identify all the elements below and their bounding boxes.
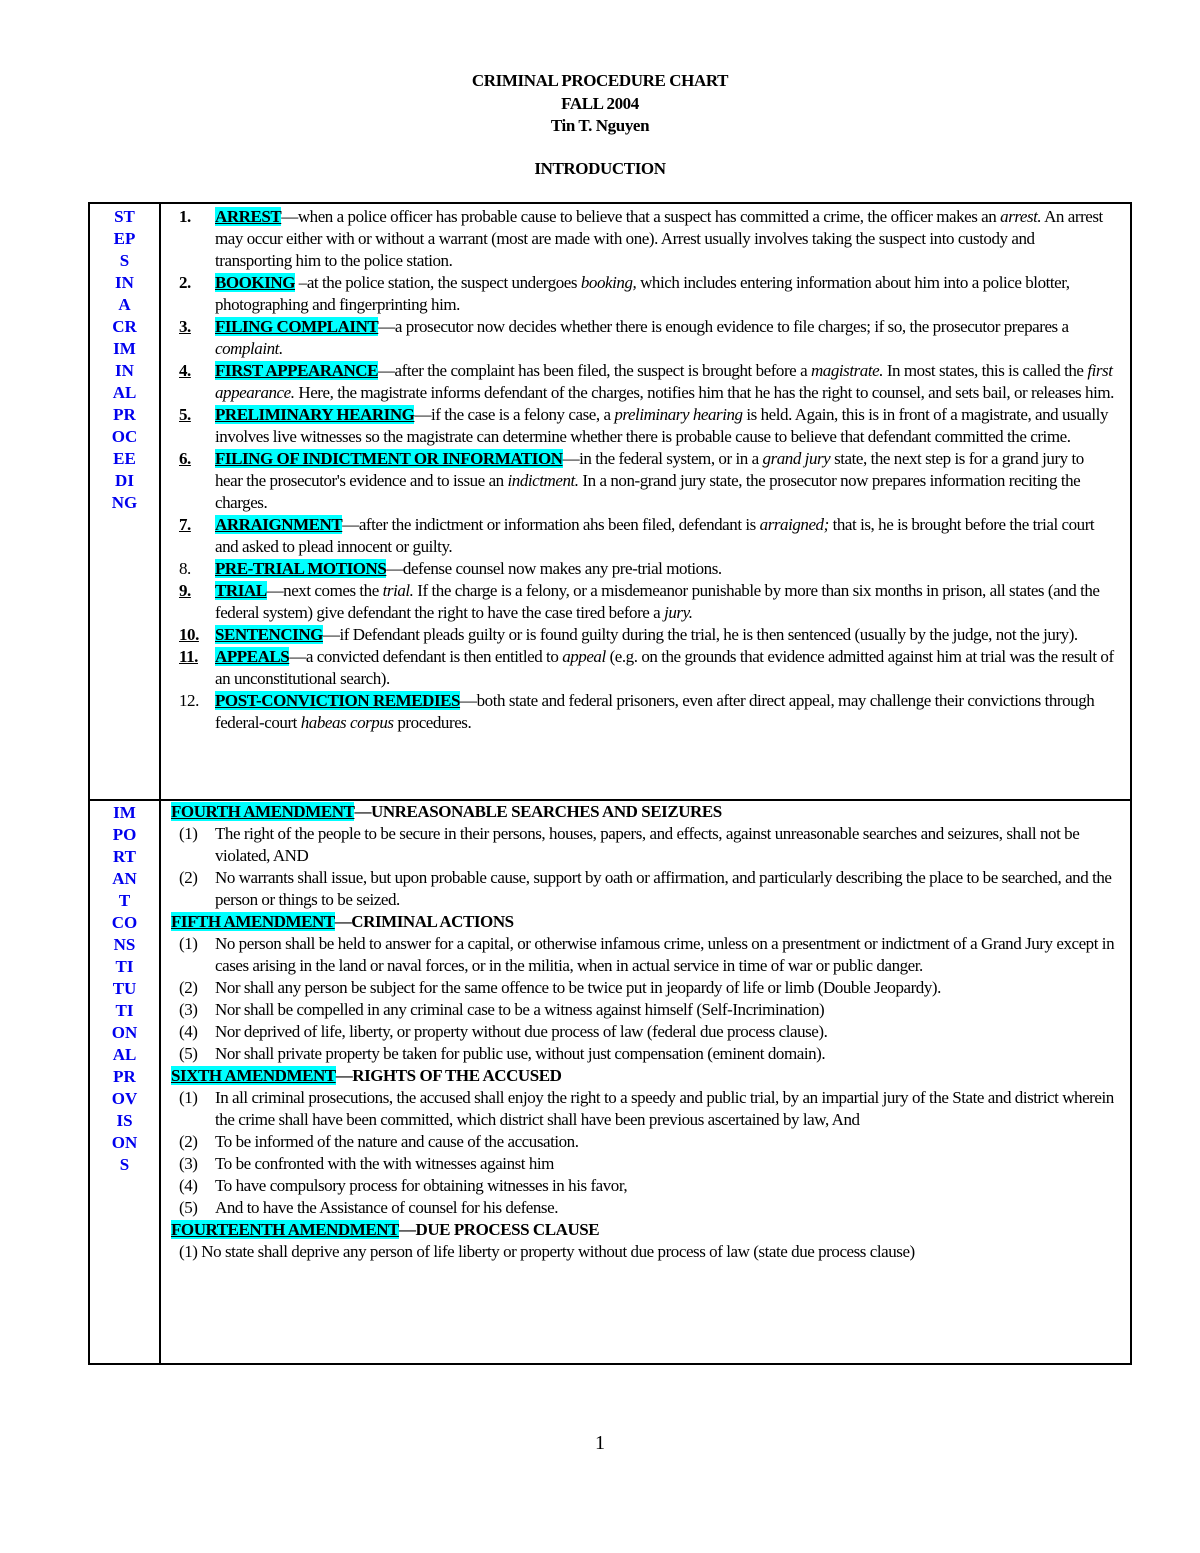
side-label-fragment: TU: [112, 979, 137, 998]
step-text: In most states, this is called the: [883, 361, 1088, 380]
clause-number: (4): [179, 1022, 198, 1041]
step-text: —defense counsel now makes any pre-trial motions.: [386, 559, 722, 578]
side-label-fragment: IS: [116, 1111, 133, 1130]
document-title: CRIMINAL PROCEDURE CHART: [471, 71, 729, 90]
step-text: that is, he is brought before the trial court and asked to plead innocent or guilty.: [215, 515, 1095, 556]
clause-number: (2): [179, 868, 198, 887]
step-heading: PRELIMINARY HEARING: [215, 405, 415, 424]
amendment-subtitle: —CRIMINAL ACTIONS: [334, 912, 514, 931]
amendment-clause: [170, 1131, 1115, 1153]
step-text: preliminary hearing: [614, 405, 743, 424]
side-label-fragment: IN: [115, 361, 134, 380]
side-label-fragment: CR: [112, 317, 137, 336]
side-label-fragment: T: [118, 891, 131, 910]
step-heading: FIRST APPEARANCE: [215, 361, 378, 380]
step-text: (e.g. on the grounds that evidence admitted against him at trial was the result of an unconstitutional search).: [215, 647, 1114, 688]
step-heading: ARRAIGNMENT: [215, 515, 343, 534]
step-number: 5.: [179, 405, 191, 424]
amendment-clause: [170, 1021, 1115, 1043]
procedure-chart-table: [88, 202, 1132, 1365]
step-text: —after the indictment or information ahs been filed, defendant is: [342, 515, 760, 534]
step-number: 6.: [179, 449, 191, 468]
step-text: —a convicted defendant is then entitled to: [289, 647, 563, 666]
step-text: magistrate.: [810, 361, 884, 380]
amendment-clause: [170, 1175, 1115, 1197]
step-number: 10.: [179, 625, 199, 644]
clause-text: (1) No state shall deprive any person of life liberty or property without due process of law (state due process clause): [179, 1242, 915, 1261]
procedure-step: [170, 580, 1115, 624]
step-text: first appearance.: [215, 361, 1113, 402]
amendment-clause: [170, 1241, 1115, 1263]
document-term: FALL 2004: [561, 94, 639, 113]
step-text: Here, the magistrate informs defendant of the charges, notifies him that he has the right to counsel, and sets bail, or releases him.: [294, 383, 1114, 402]
step-number: 4.: [179, 361, 191, 380]
clause-number: (1): [179, 824, 198, 843]
step-text: —if the case is a felony case, a: [414, 405, 615, 424]
step-text: —in the federal system, or in a: [562, 449, 763, 468]
side-label-fragment: AN: [112, 869, 137, 888]
clause-number: (4): [179, 1176, 198, 1195]
side-label-fragment: PR: [113, 1067, 136, 1086]
amendment-clause: [170, 1197, 1115, 1219]
side-label-fragment: AL: [112, 383, 137, 402]
side-label-fragment: RT: [112, 847, 137, 866]
procedure-step: [170, 316, 1115, 360]
step-number: 12.: [179, 691, 199, 710]
step-number: 1.: [179, 207, 191, 226]
step-text: trial.: [382, 581, 414, 600]
amendment-clause: [170, 1043, 1115, 1065]
step-text: jury.: [664, 603, 693, 622]
side-label-fragment: OV: [111, 1089, 138, 1108]
side-label-fragment: A: [118, 295, 131, 314]
procedure-step: [170, 558, 1115, 580]
amendment-title: [171, 1065, 1115, 1087]
step-number: 7.: [179, 515, 191, 534]
amendment-clause: [170, 977, 1115, 999]
steps-side-label: [90, 204, 161, 801]
step-text: which includes entering information about him into a police blotter, photographing and fingerprinting him.: [215, 273, 1070, 314]
amendment-name: FIFTH AMENDMENT: [171, 912, 335, 931]
step-text: arraigned;: [759, 515, 829, 534]
side-label-fragment: TI: [115, 1001, 134, 1020]
step-text: —next comes the: [266, 581, 383, 600]
amendment-subtitle: —DUE PROCESS CLAUSE: [398, 1220, 600, 1239]
step-text: arrest.: [1000, 207, 1042, 226]
step-text: procedures.: [393, 713, 472, 732]
clause-number: (2): [179, 978, 198, 997]
clause-text: No warrants shall issue, but upon probable cause, support by oath or affirmation, and particularly describing the place to be searched, and the person or things to be seized.: [215, 868, 1112, 909]
step-heading: TRIAL: [215, 581, 267, 600]
step-heading: BOOKING: [215, 273, 295, 292]
procedure-step: [170, 690, 1115, 734]
step-heading: POST-CONVICTION REMEDIES: [215, 691, 461, 710]
clause-number: (1): [179, 934, 198, 953]
step-heading: APPEALS: [215, 647, 290, 666]
side-label-fragment: ST: [114, 207, 135, 226]
procedure-step: [170, 624, 1115, 646]
clause-text: And to have the Assistance of counsel for his defense.: [215, 1198, 558, 1217]
clause-text: To be informed of the nature and cause of the accusation.: [215, 1132, 579, 1151]
side-label-fragment: EE: [113, 449, 136, 468]
side-label-fragment: TI: [115, 957, 134, 976]
step-number: 8.: [179, 559, 191, 578]
page-number: 1: [595, 1432, 605, 1454]
amendment-clause: [170, 1153, 1115, 1175]
clause-number: (2): [179, 1132, 198, 1151]
procedure-step: [170, 272, 1115, 316]
step-heading: FILING COMPLAINT: [215, 317, 379, 336]
steps-list: [170, 206, 1115, 734]
clause-number: (5): [179, 1198, 198, 1217]
amendment-name: FOURTH AMENDMENT: [171, 802, 355, 821]
procedure-step: [170, 646, 1115, 690]
step-number: 2.: [179, 273, 191, 292]
step-text: —a prosecutor now decides whether there is enough evidence to file charges; if so, the prosecutor prepares a: [378, 317, 1069, 336]
procedure-step: [170, 206, 1115, 272]
clause-text: To be confronted with the with witnesses against him: [215, 1154, 554, 1173]
side-label-fragment: AL: [112, 1045, 137, 1064]
amendment-name: SIXTH AMENDMENT: [171, 1066, 336, 1085]
side-label-fragment: CO: [111, 913, 138, 932]
amendment-title: [171, 801, 1115, 823]
clause-text: In all criminal prosecutions, the accused shall enjoy the right to a speedy and public trial, by an impartial jury of the State and district wherein the crime shall have been committed, which district shall have been previous ascertained by law, And: [215, 1088, 1114, 1129]
step-number: 3.: [179, 317, 191, 336]
step-text: habeas corpus: [300, 713, 394, 732]
step-heading: SENTENCING: [215, 625, 323, 644]
side-label-fragment: IN: [115, 273, 134, 292]
side-label-fragment: PR: [113, 405, 136, 424]
side-label-fragment: PO: [112, 825, 137, 844]
clause-number: (3): [179, 1000, 198, 1019]
amendment-name: FOURTEENTH AMENDMENT: [171, 1220, 399, 1239]
clause-number: (3): [179, 1154, 198, 1173]
clause-text: No person shall be held to answer for a capital, or otherwise infamous crime, unless on a presentment or indictment of a Grand Jury except in cases arising in the land or naval forces, or in the militia, when in actual service in time of war or public danger.: [215, 934, 1115, 975]
step-text: —both state and federal prisoners, even after direct appeal, may challenge their convictions through federal-court: [215, 691, 1095, 732]
step-text: An arrest may occur either with or without a warrant (most are made with one). Arrest usually involves taking the suspect into custody and transporting him to the police station.: [215, 207, 1103, 270]
side-label-fragment: S: [119, 251, 130, 270]
clause-number: (1): [179, 1088, 198, 1107]
steps-row: [90, 204, 1130, 801]
step-text: —if Defendant pleads guilty or is found guilty during the trial, he is then sentenced (usually by the judge, not the jury).: [322, 625, 1078, 644]
side-label-fragment: NS: [113, 935, 136, 954]
amendment-clause: [170, 823, 1115, 867]
side-label-fragment: DI: [115, 471, 134, 490]
clause-text: To have compulsory process for obtaining witnesses in his favor,: [215, 1176, 628, 1195]
procedure-step: [170, 514, 1115, 558]
step-text: booking,: [580, 273, 637, 292]
step-text: In a non-grand jury state, the prosecutor now prepares information reciting the charges.: [215, 471, 1081, 512]
side-label-fragment: ON: [111, 1133, 138, 1152]
clause-text: Nor shall any person be subject for the same offence to be twice put in jeopardy of life or limb (Double Jeopardy).: [215, 978, 941, 997]
clause-text: Nor shall private property be taken for public use, without just compensation (eminent domain).: [215, 1044, 826, 1063]
step-text: is held. Again, this is in front of a magistrate, and usually involves live witnesses so the magistrate can determine whether there is probable cause to believe that defendant committed the crime.: [215, 405, 1108, 446]
procedure-step: [170, 404, 1115, 448]
clause-text: Nor shall be compelled in any criminal case to be a witness against himself (Self-Incrimination): [215, 1000, 825, 1019]
step-heading: PRE-TRIAL MOTIONS: [215, 559, 387, 578]
amendment-clause: [170, 867, 1115, 911]
provisions-side-label: [90, 801, 161, 1364]
step-text: state, the next step is for a grand jury to hear the prosecutor's evidence and to issue an: [215, 449, 1084, 490]
procedure-step: [170, 360, 1115, 404]
clause-text: Nor deprived of life, liberty, or property without due process of law (federal due process clause).: [215, 1022, 828, 1041]
step-text: indictment.: [507, 471, 579, 490]
document-author: Tin T. Nguyen: [550, 116, 650, 135]
clause-number: (5): [179, 1044, 198, 1063]
amendments-list: [170, 801, 1115, 1263]
step-text: complaint.: [215, 339, 283, 358]
amendment-subtitle: —RIGHTS OF THE ACCUSED: [335, 1066, 562, 1085]
amendment-clause: [170, 933, 1115, 977]
section-heading: INTRODUCTION: [534, 159, 666, 178]
clause-text: The right of the people to be secure in their persons, houses, papers, and effects, against unreasonable searches and seizures, shall not be violated, AND: [215, 824, 1080, 865]
procedure-step: [170, 448, 1115, 514]
side-label-fragment: IM: [113, 803, 136, 822]
amendment-title: [171, 1219, 1115, 1241]
amendment-title: [171, 911, 1115, 933]
step-number: 9.: [179, 581, 191, 600]
provisions-row: [90, 801, 1130, 1363]
side-label-fragment: EP: [113, 229, 136, 248]
side-label-fragment: S: [119, 1155, 130, 1174]
amendment-subtitle: —UNREASONABLE SEARCHES AND SEIZURES: [354, 802, 722, 821]
step-text: –at the police station, the suspect undergoes: [294, 273, 581, 292]
side-label-fragment: NG: [111, 493, 138, 512]
amendment-clause: [170, 1087, 1115, 1131]
step-text: appeal: [562, 647, 606, 666]
side-label-fragment: ON: [111, 1023, 138, 1042]
step-text: grand jury: [762, 449, 831, 468]
step-text: If the charge is a felony, or a misdemeanor punishable by more than six months in prison, all states (and the federal system) give defendant the right to have the case tired before a: [215, 581, 1100, 622]
side-label-fragment: IM: [113, 339, 136, 358]
step-text: —when a police officer has probable cause to believe that a suspect has committed a crime, the officer makes an: [281, 207, 1001, 226]
side-label-fragment: OC: [111, 427, 138, 446]
step-heading: ARREST: [215, 207, 282, 226]
amendment-clause: [170, 999, 1115, 1021]
step-text: —after the complaint has been filed, the suspect is brought before a: [377, 361, 811, 380]
step-heading: FILING OF INDICTMENT OR INFORMATION: [215, 449, 563, 468]
step-number: 11.: [179, 647, 198, 666]
